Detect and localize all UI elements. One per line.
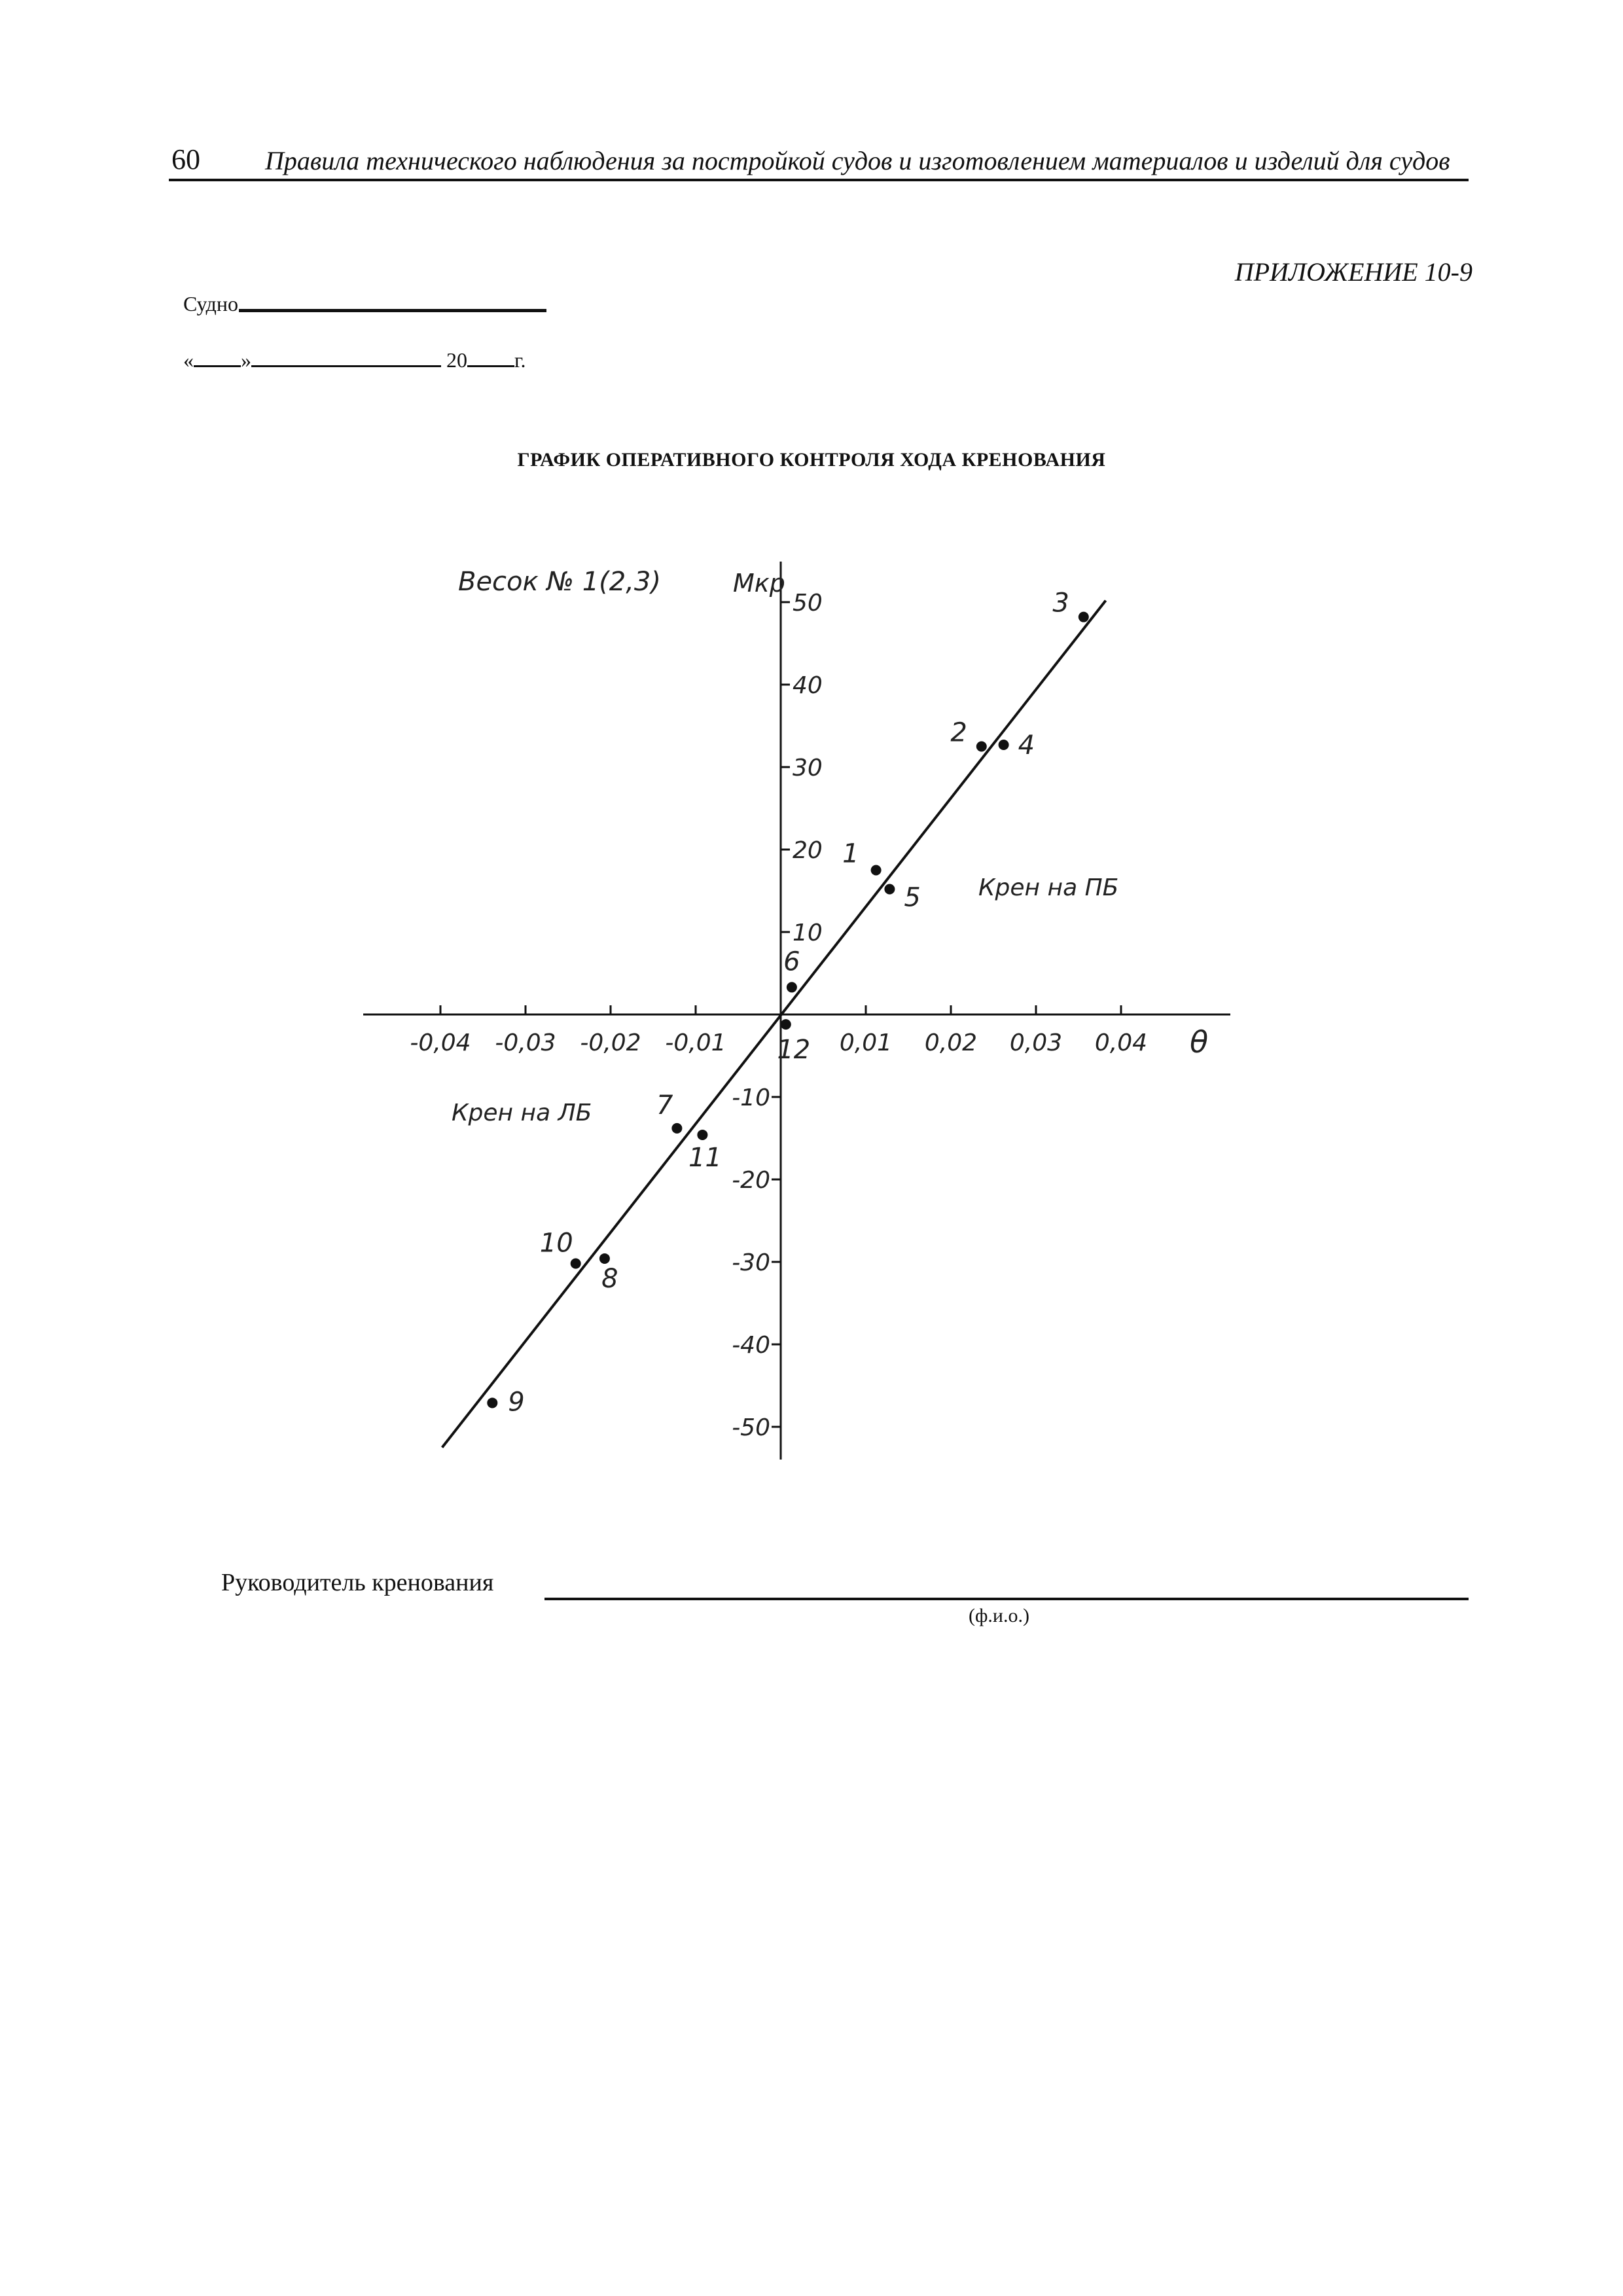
y-tick-label: -10 [732,1085,770,1111]
data-point [787,982,797,992]
y-tick-label: -30 [732,1249,770,1276]
data-point [781,1019,791,1030]
data-point-label: 10 [539,1228,573,1259]
page-number: 60 [171,143,200,175]
data-point [571,1259,581,1269]
data-point-label: 1 [842,838,859,869]
data-point [1079,612,1089,622]
year-suffix: г. [514,348,526,372]
data-point-label: 4 [1018,730,1035,761]
data-point-label: 9 [508,1387,525,1418]
y-tick-label: -40 [732,1332,770,1359]
x-tick-label: -0,04 [410,1030,471,1056]
signature-caption: (ф.и.о.) [969,1605,1029,1626]
data-point-label: 7 [656,1090,673,1121]
document-title: ГРАФИК ОПЕРАТИВНОГО КОНТРОЛЯ ХОДА КРЕНОВАНИЯ [517,449,1106,471]
data-point [999,740,1009,750]
y-tick-label: 50 [793,590,823,617]
annotation-starboard: Крен на ПБ [978,874,1119,901]
data-point [884,884,895,894]
data-point-label: 5 [904,882,921,913]
data-point [976,742,987,752]
data-point [487,1397,497,1408]
x-tick-label: 0,01 [839,1030,893,1056]
x-tick-label: -0,01 [665,1030,726,1056]
annotation-port: Крен на ЛБ [452,1100,592,1126]
data-point-label: 6 [783,946,800,977]
data-point [697,1130,707,1140]
weight-label: Весок № 1(2,3) [458,567,661,597]
y-tick-label: 10 [793,920,823,946]
y-tick-label: 40 [793,672,823,699]
date-open-quote: « [183,348,194,372]
y-tick-label: -20 [732,1167,770,1194]
data-point [871,865,882,876]
x-tick-label: 0,04 [1094,1030,1148,1056]
x-tick-label: -0,02 [580,1030,641,1056]
appendix-label: ПРИЛОЖЕНИЕ 10-9 [1234,257,1472,287]
y-tick-label: -50 [732,1414,770,1441]
data-point [671,1123,682,1134]
data-point-label: 8 [601,1263,618,1294]
year-prefix: 20 [446,348,467,372]
x-tick-label: 0,03 [1009,1030,1063,1056]
x-tick-label: 0,02 [924,1030,978,1056]
y-tick-label: 30 [793,755,823,781]
date-close-quote: » [241,348,251,372]
signature-label: Руководитель кренования [221,1569,494,1596]
running-title: Правила технического наблюдения за постройкой судов и изготовлением материалов и изделий для судов [265,146,1450,175]
data-point-label: 3 [1052,588,1069,619]
data-point-label: 11 [688,1142,722,1173]
x-axis-title: θ [1190,1024,1209,1060]
fit-line [442,600,1106,1447]
y-axis-title: Mкр [733,569,785,598]
data-point-label: 2 [950,717,967,748]
data-point-label: 12 [777,1035,811,1066]
ship-label: Судно [183,292,238,315]
data-point [599,1253,610,1264]
y-tick-label: 20 [793,837,823,864]
x-tick-label: -0,03 [495,1030,556,1056]
signature-field[interactable] [544,1598,1469,1600]
